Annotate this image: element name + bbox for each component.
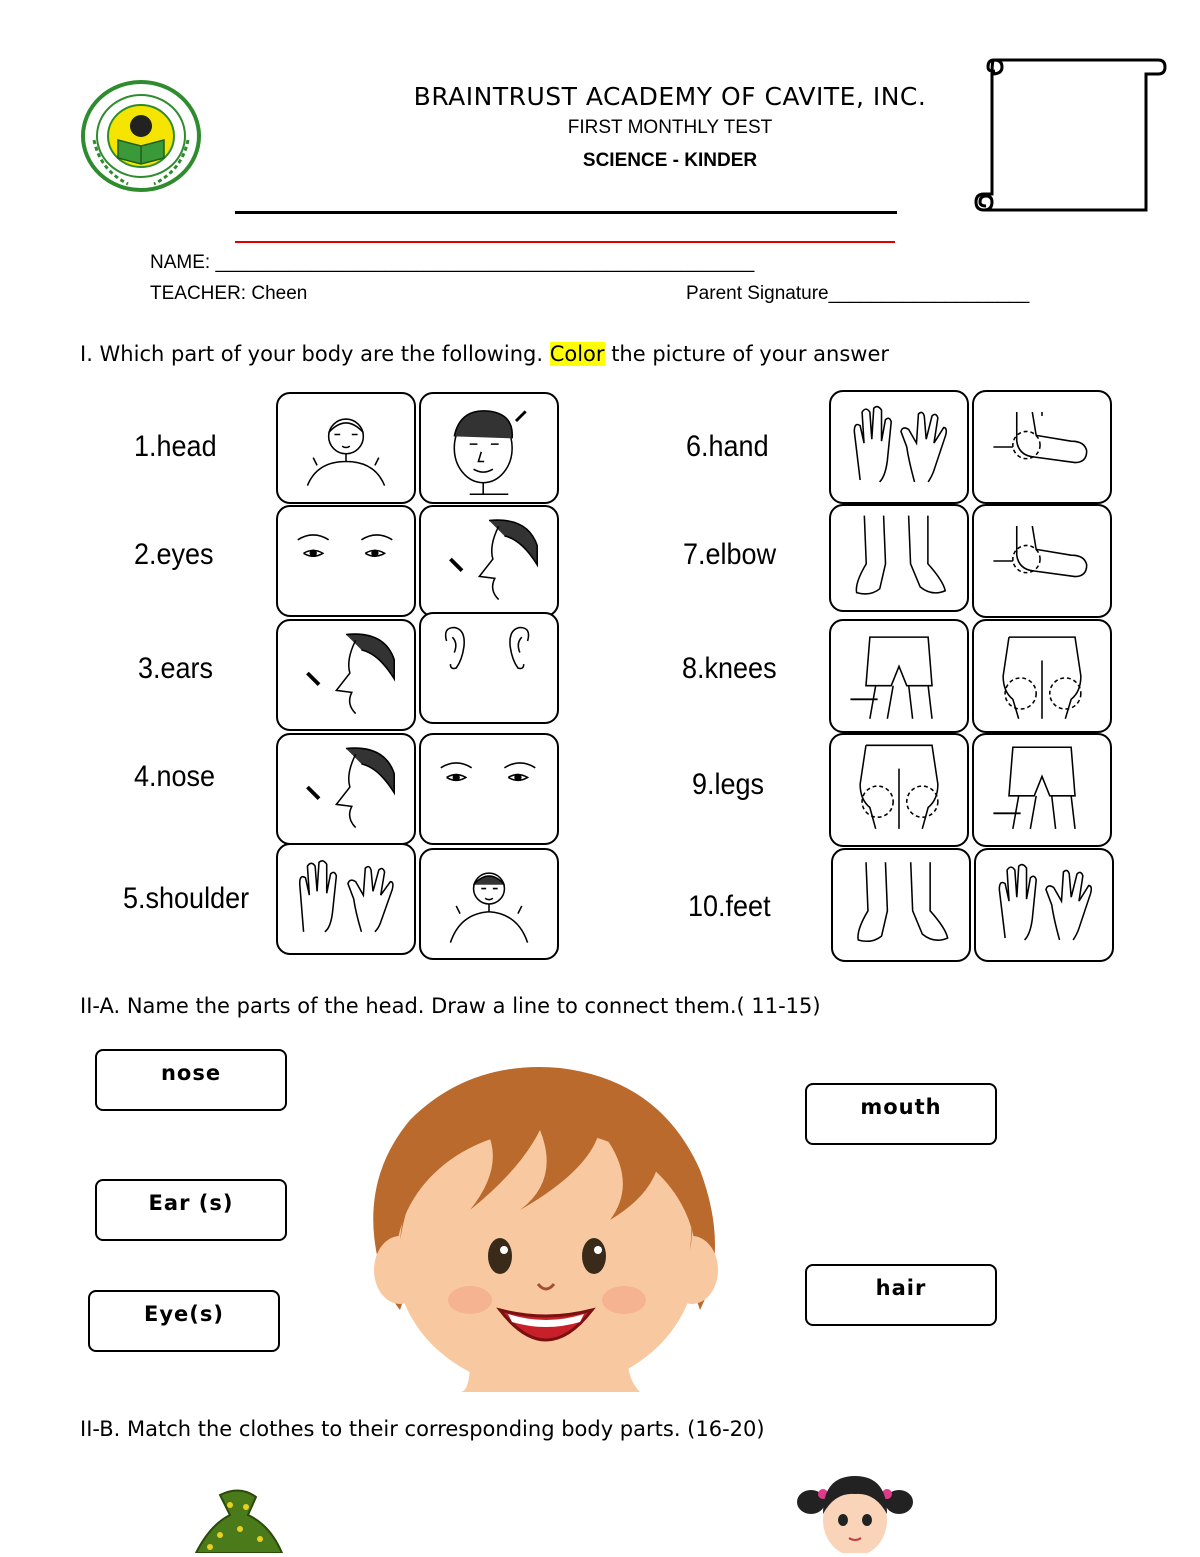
word-box-mouth[interactable]: mouth bbox=[805, 1083, 997, 1145]
nose-picture[interactable] bbox=[419, 505, 559, 617]
score-scroll bbox=[968, 50, 1168, 218]
nose-picture[interactable] bbox=[276, 619, 416, 731]
eyes-picture[interactable] bbox=[276, 505, 416, 617]
word-box-hair[interactable]: hair bbox=[805, 1264, 997, 1326]
header-red-divider bbox=[235, 241, 895, 243]
word-box-ears[interactable]: Ear (s) bbox=[95, 1179, 287, 1241]
elbow-picture[interactable] bbox=[972, 390, 1112, 504]
name-field[interactable]: NAME: ___________________________________________________ bbox=[150, 252, 755, 273]
child-face-illustration[interactable] bbox=[360, 1060, 732, 1392]
hands-picture[interactable] bbox=[276, 843, 416, 955]
shoulders-picture[interactable] bbox=[276, 392, 416, 504]
part1-instruction bbox=[80, 342, 889, 366]
part2a-instruction: II-A. Name the parts of the head. Draw a line to connect them.( 11-15) bbox=[80, 994, 821, 1018]
girl-head-illustration[interactable] bbox=[795, 1470, 915, 1553]
item-label: 3.ears bbox=[138, 652, 214, 685]
teacher-field: TEACHER: Cheen bbox=[150, 283, 308, 304]
subject-title: SCIENCE - KINDER bbox=[582, 150, 758, 171]
hands-picture[interactable] bbox=[829, 390, 969, 504]
word-box-nose[interactable]: nose bbox=[95, 1049, 287, 1111]
item-label: 1.head bbox=[134, 430, 217, 463]
head-picture[interactable] bbox=[419, 392, 559, 504]
hands-picture[interactable] bbox=[974, 848, 1114, 962]
header-divider bbox=[235, 211, 897, 214]
eyes-picture[interactable] bbox=[419, 733, 559, 845]
school-logo bbox=[80, 80, 202, 192]
shoulders-picture[interactable] bbox=[419, 848, 559, 960]
item-label: 9.legs bbox=[692, 768, 765, 801]
knees-picture[interactable] bbox=[829, 733, 969, 847]
feet-picture[interactable] bbox=[831, 848, 971, 962]
parent-signature-field[interactable]: Parent Signature___________________ bbox=[686, 283, 1030, 304]
word-box-eyes[interactable]: Eye(s) bbox=[88, 1290, 280, 1352]
nose-picture[interactable] bbox=[276, 733, 416, 845]
legs-picture[interactable] bbox=[972, 733, 1112, 847]
elbow-picture[interactable] bbox=[972, 504, 1112, 618]
item-label: 8.knees bbox=[682, 652, 777, 685]
instruction-highlight: Color bbox=[549, 342, 605, 366]
legs-picture[interactable] bbox=[829, 619, 969, 733]
knees-picture[interactable] bbox=[972, 619, 1112, 733]
exam-title: FIRST MONTHLY TEST bbox=[567, 117, 773, 138]
item-label: 4.nose bbox=[134, 760, 216, 793]
item-label: 6.hand bbox=[686, 430, 769, 463]
item-label: 7.elbow bbox=[683, 538, 777, 571]
item-label: 5.shoulder bbox=[123, 882, 250, 915]
item-label: 10.feet bbox=[688, 890, 771, 923]
part2b-instruction: II-B. Match the clothes to their corresponding body parts. (16-20) bbox=[80, 1417, 765, 1441]
ears-picture[interactable] bbox=[419, 612, 559, 724]
instruction-text-end: the picture of your answer bbox=[604, 342, 890, 366]
feet-picture[interactable] bbox=[829, 504, 969, 612]
item-label: 2.eyes bbox=[134, 538, 214, 571]
school-name: BRAINTRUST ACADEMY OF CAVITE, INC. bbox=[413, 82, 927, 111]
instruction-text: I. Which part of your body are the following. bbox=[80, 342, 550, 366]
scarf-illustration[interactable] bbox=[190, 1485, 290, 1553]
